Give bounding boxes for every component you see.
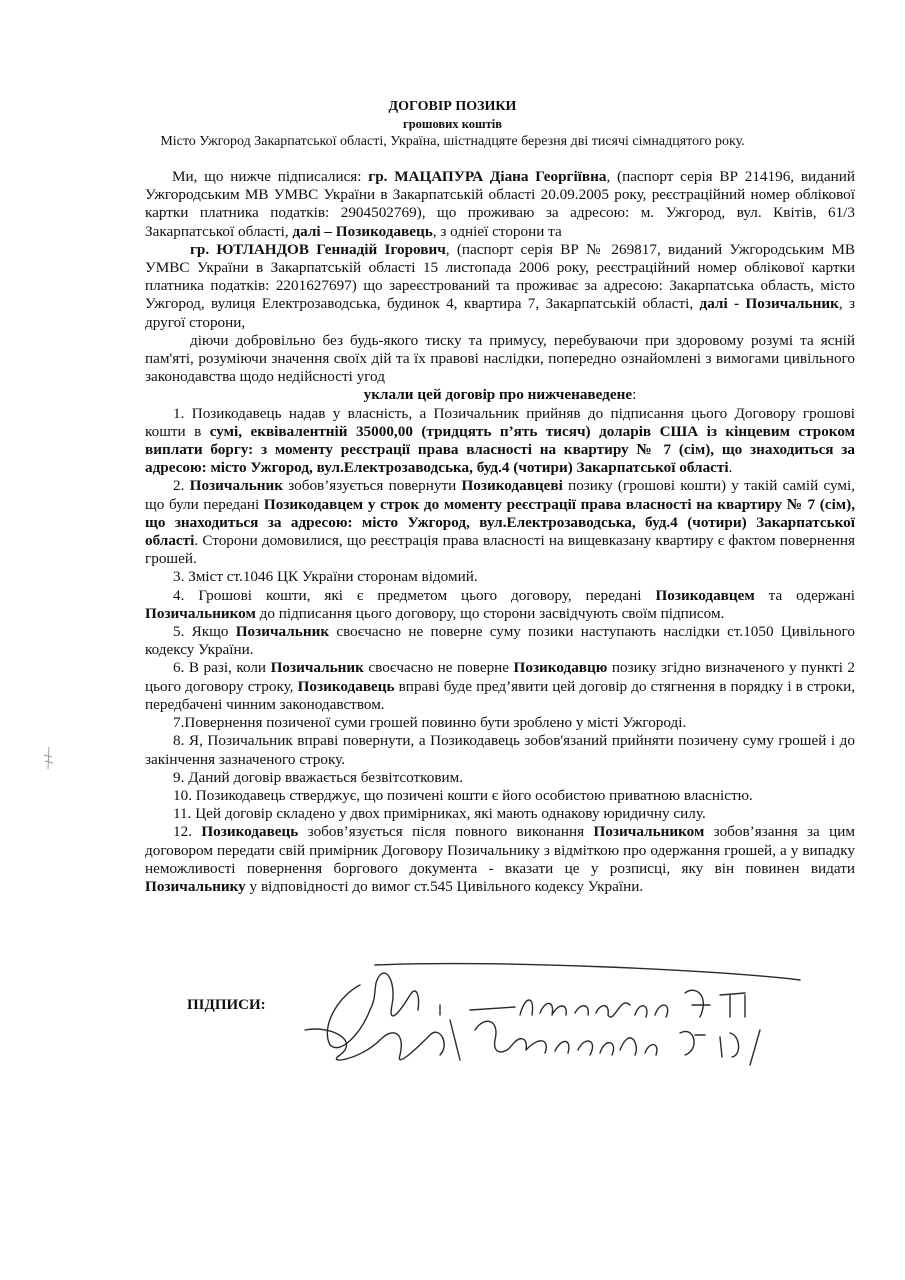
signatures-label: ПІДПИСИ:: [187, 997, 266, 1013]
clause-1: 1. Позикодавець надав у власність, а Позичальник прийняв до підписання цього Договору грошові кошти в сумі, еквівалентній 35000,00 (тридцять п’ять тисяч) доларів США із кінцевим строком виплати боргу: з моменту реєстрації права власності на квартиру № 7 (сім), що знаходиться за адресою: місто Ужгород, вул.Електрозаводська, буд.4 (чотири) Закарпатської області.: [145, 404, 855, 477]
clause-11: 11. Цей договір складено у двох примірниках, які мають однакову юридичну силу.: [173, 805, 706, 823]
clause-9: 9. Даний договір вважається безвітсотковим.: [173, 768, 464, 786]
acting-paragraph: діючи добровільно без будь-якого тиску та примусу, перебуваючи при здоровому розумі та ясній пам'яті, розуміючи значення своїх дій та їх правові наслідки, попередно ознайомлені з вимогами цивільного законодавства щодо недійсності угод: [145, 331, 855, 386]
clause-3: 3. Зміст ст.1046 ЦК України сторонам відомий.: [173, 568, 478, 586]
margin-mark: [42, 745, 56, 771]
concluded-heading: уклали цей договір про нижченаведене:: [363, 386, 637, 404]
lender-role: далі – Позикодавець: [292, 222, 433, 240]
clause-6: 6. В разі, коли Позичальник своєчасно не поверне Позикодавцю позику згідно визначеного у пункті 2 цього договору строку, Позикодавець вправі буде пред’явити цей договір до стягнення в порядку і в строки, передбачені чинним законодавством.: [145, 659, 856, 713]
document-title: ДОГОВІР ПОЗИКИ: [388, 99, 517, 114]
contract-body: [145, 168, 855, 896]
clause-4: 4. Грошові кошти, які є предметом цього договору, передані Позикодавцем та одержані Позичальником до підписання цього договору, що сторони засвідчують своїм підписом.: [145, 586, 855, 622]
clause-2: 2. Позичальник зобов’язується повернути Позикодавцеві позику (грошові кошти) у такій самій сумі, що були передані Позикодавцем у строк до моменту реєстрації права власності на квартиру № 7 (сім), що знаходиться за адресою: місто Ужгород, вул.Електрозаводська, буд.4 (чотири) Закарпатської області. Сторони домовилися, що реєстрація права власності на вищевказану квартиру є фактом повернення грошей.: [145, 477, 856, 568]
place-and-date: Місто Ужгород Закарпатської області, Україна, шістнадцяте березня дві тисячі сімнадцятого року.: [160, 134, 745, 149]
lender-paragraph: Ми, що нижче підписалися: гр. МАЦАПУРА Діана Георгіївна, (паспорт серія ВР 214196, виданий Ужгородським МВ УМВС України в Закарпатській області 20.09.2005 року, реєстраційний номер облікової картки платника податків: 2904502769), що проживаю за адресою: м. Ужгород, вул. Квітів, 61/3 Закарпатської області, далі – Позикодавець, з одніеї сторони та: [145, 168, 855, 240]
clause-10: 10. Позикодавець стверджує, що позичені кошти є його особистою приватною власністю.: [173, 786, 753, 804]
clause-5: 5. Якщо Позичальник своєчасно не поверне суму позики наступають наслідки ст.1050 Цивільного кодексу України.: [145, 623, 855, 659]
borrower-name: гр. ЮТЛАНДОВ Геннадій Ігорович: [190, 240, 446, 258]
borrower-role: далі - Позичальник: [699, 295, 839, 313]
lender-name: гр. МАЦАПУРА Діана Георгіївна: [368, 168, 607, 185]
signature-2-mark: [305, 1029, 444, 1060]
clause-7: 7.Повернення позиченої суми грошей повинно бути зроблено у місті Ужгороді.: [173, 714, 687, 732]
handwritten-signatures: [300, 955, 840, 1085]
clause-12: 12. Позикодавець зобов’язується після повного виконання Позичальником зобов’язання за цим договором передати свій примірник Договору Позичальнику з відміткою про одержання грошей, а у випадку неможливості повернення боргового документа - вказати це у розписці, яку він повинен видати Позичальнику у відповідності до вимог ст.545 Цивільного кодексу України.: [145, 823, 855, 895]
document-subtitle: грошових коштів: [403, 117, 502, 131]
borrower-paragraph: гр. ЮТЛАНДОВ Геннадій Ігорович, (паспорт серія ВР № 269817, виданий Ужгородським МВ УМВС України в Закарпатській області 15 листопада 2006 року, реєстраційний номер облікової картки платника податків: 2201627697) що зареєстрований та проживає за адресою: Закарпатська область, місто Ужгород, вулиця Електрозаводська, будинок 4, квартира 7, Закарпатській області, далі - Позичальник, з другої сторони,: [145, 240, 856, 331]
clause-8: 8. Я, Позичальник вправі повернути, а Позикодавець зобов'язаний прийняти позичену суму грошей і до закінчення зазначеного строку.: [145, 732, 855, 768]
